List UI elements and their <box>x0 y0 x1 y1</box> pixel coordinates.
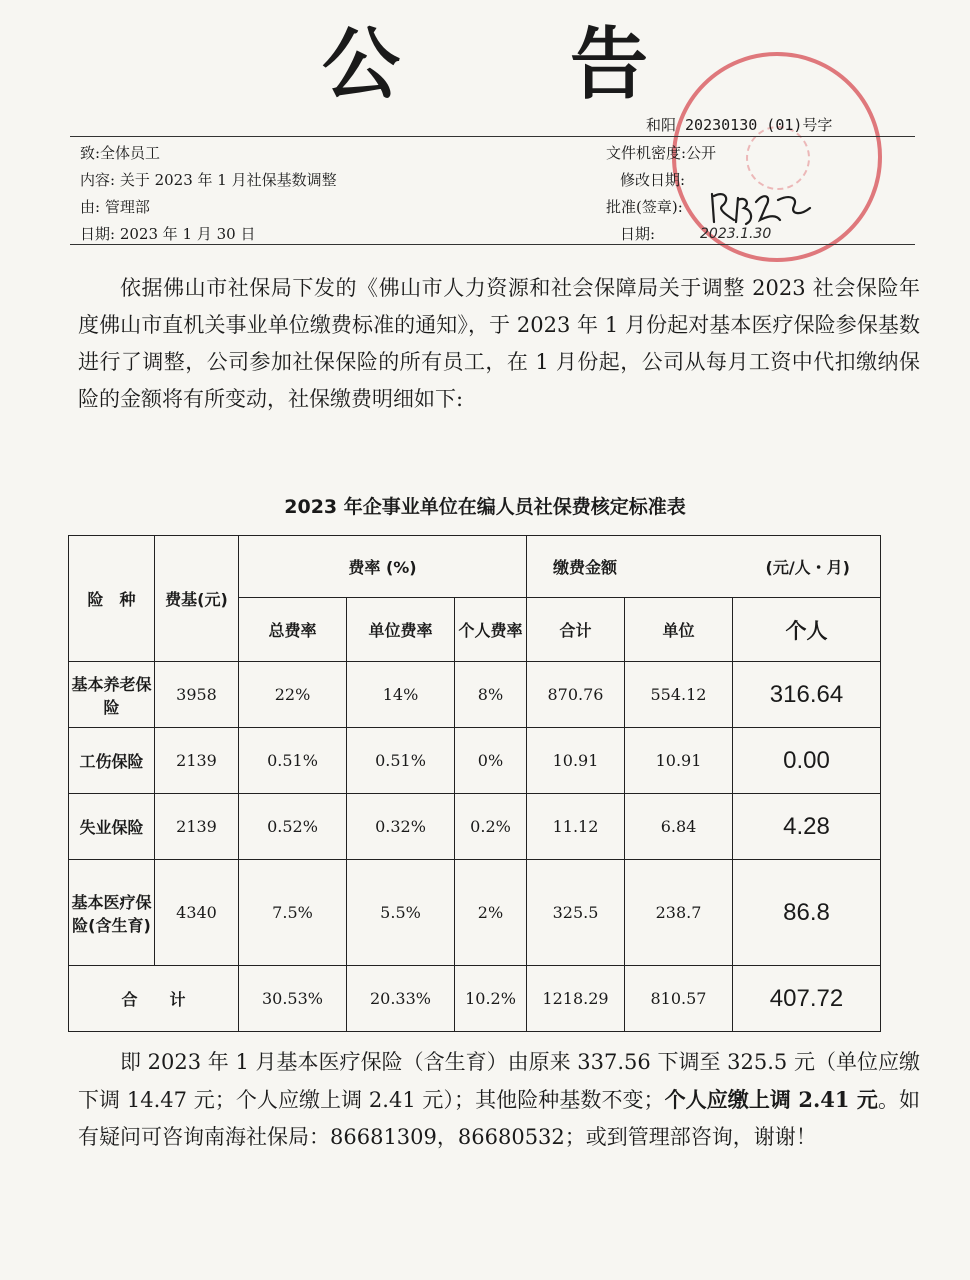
total-personal: 407.72 <box>733 966 881 1032</box>
title-char-2: 告 <box>570 20 649 110</box>
table-row <box>69 794 881 860</box>
meta-left-block <box>80 140 337 248</box>
meta-confidentiality: 文件机密度:公开 <box>606 144 717 162</box>
header-unit-note: (元/人・月) <box>765 558 850 577</box>
meta-content: 内容: 关于 2023 年 1 月社保基数调整 <box>80 171 337 189</box>
header-personal: 个人 <box>733 598 881 662</box>
document-number: 和阳 20230130 (01)号字 <box>646 116 833 134</box>
header-amount-label: 缴费金额 <box>553 558 618 577</box>
closing-bold-text: 个人应缴上调 2.41 元 <box>664 1087 878 1112</box>
row-personal: 4.28 <box>733 794 881 860</box>
table-row <box>69 662 881 728</box>
header-unit-rate: 单位费率 <box>347 598 455 662</box>
meta-modified-label: 修改日期: <box>620 171 686 189</box>
table-total-row <box>69 966 881 1032</box>
row-personal: 316.64 <box>733 662 881 728</box>
row-total: 11.12 <box>527 794 625 860</box>
closing-text-1: 即 2023 年 1 月基本医疗保险（含生育）由原来 337.56 下调至 325.5 元（单位应缴下调 14.47 元；个人应缴上调 2.41 元）；其他险种基数不变； <box>78 1050 920 1112</box>
total-unit: 810.57 <box>625 966 733 1032</box>
row-type: 基本医疗保险(含生育) <box>69 860 155 966</box>
total-total-rate: 30.53% <box>239 966 347 1032</box>
closing-text-2: 。如有疑问可咨询南海社保局：86681309，86680532；或到管理部咨询，谢谢！ <box>78 1088 920 1149</box>
row-total-rate: 22% <box>239 662 347 728</box>
row-base: 2139 <box>155 794 239 860</box>
row-total-rate: 0.51% <box>239 728 347 794</box>
row-unit: 238.7 <box>625 860 733 966</box>
total-label: 合 计 <box>69 966 239 1032</box>
row-unit-rate: 0.51% <box>347 728 455 794</box>
header-amount-group <box>527 536 881 598</box>
row-personal-rate: 2% <box>455 860 527 966</box>
meta-approval-label: 批准(签章): <box>606 198 683 216</box>
header-unit: 单位 <box>625 598 733 662</box>
row-personal-rate: 0% <box>455 728 527 794</box>
row-unit: 10.91 <box>625 728 733 794</box>
meta-date-label: 日期: <box>620 225 656 243</box>
header-total-rate: 总费率 <box>239 598 347 662</box>
row-type: 工伤保险 <box>69 728 155 794</box>
contribution-table <box>68 535 881 1032</box>
row-unit-rate: 0.32% <box>347 794 455 860</box>
row-personal-rate: 0.2% <box>455 794 527 860</box>
row-total: 325.5 <box>527 860 625 966</box>
row-total-rate: 0.52% <box>239 794 347 860</box>
row-unit-rate: 14% <box>347 662 455 728</box>
row-base: 3958 <box>155 662 239 728</box>
row-total-rate: 7.5% <box>239 860 347 966</box>
row-personal: 86.8 <box>733 860 881 966</box>
row-personal: 0.00 <box>733 728 881 794</box>
header-base: 费基(元) <box>155 536 239 662</box>
title-char-1: 公 <box>321 20 400 110</box>
row-unit-rate: 5.5% <box>347 860 455 966</box>
closing-paragraph <box>78 1044 920 1156</box>
row-total: 870.76 <box>527 662 625 728</box>
total-unit-rate: 20.33% <box>347 966 455 1032</box>
table-row <box>69 728 881 794</box>
row-unit: 6.84 <box>625 794 733 860</box>
header-rate-group: 费率 (%) <box>239 536 527 598</box>
row-type: 基本养老保险 <box>69 662 155 728</box>
row-type: 失业保险 <box>69 794 155 860</box>
row-unit: 554.12 <box>625 662 733 728</box>
row-base: 2139 <box>155 728 239 794</box>
meta-date: 日期: 2023 年 1 月 30 日 <box>80 225 256 243</box>
signature-date: 2023.1.30 <box>700 226 772 242</box>
header-top-rule <box>70 136 915 137</box>
row-base: 4340 <box>155 860 239 966</box>
header-type: 险 种 <box>69 536 155 662</box>
meta-from: 由: 管理部 <box>80 198 150 216</box>
meta-to: 致:全体员工 <box>80 144 161 162</box>
row-personal-rate: 8% <box>455 662 527 728</box>
header-personal-rate: 个人费率 <box>455 598 527 662</box>
header-total: 合计 <box>527 598 625 662</box>
table-row <box>69 860 881 966</box>
table-title: 2023 年企事业单位在编人员社保费核定标准表 <box>284 496 686 518</box>
total-total: 1218.29 <box>527 966 625 1032</box>
table-header-row-1 <box>69 536 881 598</box>
total-personal-rate: 10.2% <box>455 966 527 1032</box>
intro-paragraph: 依据佛山市社保局下发的《佛山市人力资源和社会保障局关于调整 2023 社会保险年度佛山市直机关事业单位缴费标准的通知》，于 2023 年 1 月份起对基本医疗保险参保基数进行了调整，公司参加社保保险的所有员工，在 1 月份起，公司从每月工资中代扣缴纳保险的金额将有所变动，社保缴费明细如下: <box>78 276 920 411</box>
row-total: 10.91 <box>527 728 625 794</box>
